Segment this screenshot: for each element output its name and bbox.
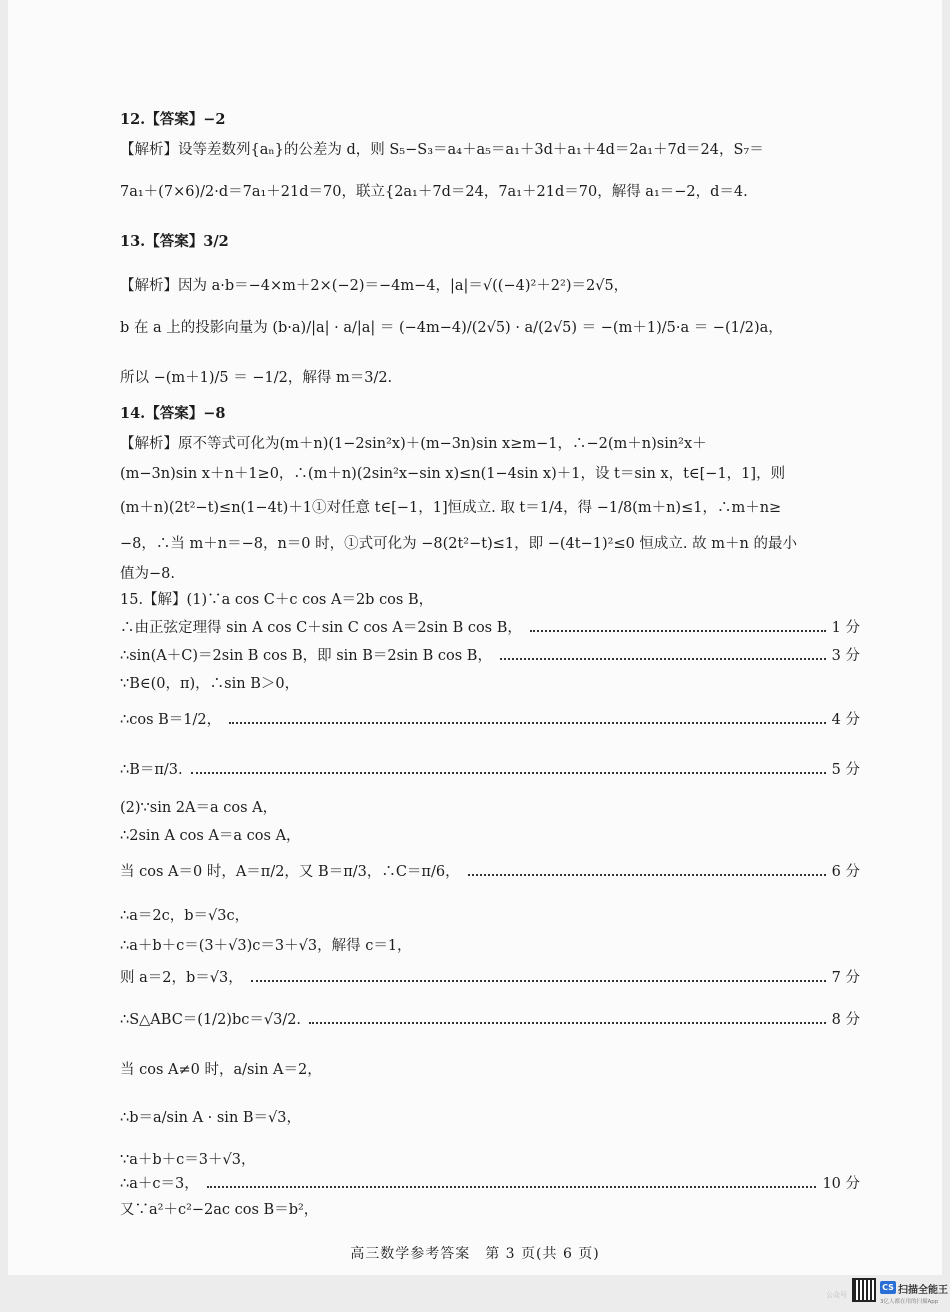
q15-step-text: ∴a＋c＝3，: [120, 1176, 199, 1192]
leader-dots: [309, 1021, 826, 1024]
q14-analysis-line-3: (m＋n)(2t²−t)≤n(1−4t)＋1①对任意 t∈[−1，1]恒成立. 取 t＝1/4，得 −1/8(m＋n)≤1，∴m＋n≥: [120, 500, 782, 516]
q13-analysis-line-2: b 在 a 上的投影向量为 (b·a)/|a| · a/|a| ＝ (−4m−4)/(2√5) · a/(2√5) ＝ −(m＋1)/5·a ＝ −(1/2)a，: [120, 320, 783, 336]
q15-step: [120, 860, 860, 881]
q15-step-score: 5 分: [831, 762, 860, 778]
q15-step-text: ∴cos B＝1/2，: [120, 712, 222, 728]
q15-step-text: ∵a＋b＋c＝3＋√3，: [120, 1152, 256, 1168]
page-footer: 高三数学参考答案 第 3 页(共 6 页): [350, 1246, 600, 1262]
q14-analysis-line-5: 值为−8.: [120, 566, 175, 582]
q14-analysis-line-4: −8，∴当 m＋n＝−8，n＝0 时，①式可化为 −8(2t²−t)≤1，即 −(4t−1)²≤0 恒成立. 故 m＋n 的最小: [120, 536, 797, 552]
q13-answer: 13.【答案】3/2: [120, 233, 229, 250]
q12-analysis-line-2: 7a₁＋(7×6)/2·d＝7a₁＋21d＝70，联立{2a₁＋7d＝24，7a₁＋21d＝70，解得 a₁＝−2，d＝4.: [120, 184, 748, 200]
q15-step-score: 3 分: [831, 648, 860, 664]
q15-step-text: ∴a＝2c，b＝√3c，: [120, 908, 250, 924]
leader-dots: [207, 1185, 817, 1188]
q15-step: [120, 1008, 860, 1029]
q12-answer: 12.【答案】−2: [120, 111, 226, 128]
q15-step-text: 当 cos A≠0 时，a/sin A＝2，: [120, 1062, 322, 1078]
q13-analysis-line-3: 所以 −(m＋1)/5 ＝ −1/2，解得 m＝3/2.: [120, 370, 393, 386]
q15-step-text: ∴a＋b＋c＝(3＋√3)c＝3＋√3，解得 c＝1，: [120, 938, 412, 954]
q15-step-score: 1 分: [831, 620, 860, 636]
q15-step-text: ∴B＝π/3.: [120, 762, 183, 778]
q15-step-text: ∴b＝a/sin A · sin B＝√3，: [120, 1110, 302, 1126]
q15-step: [120, 758, 860, 779]
q15-step-text: 又∵a²＋c²−2ac cos B＝b²，: [120, 1202, 319, 1218]
q15-step: [120, 1172, 860, 1193]
leader-dots: [468, 873, 826, 876]
scanner-app-tagline: 3亿人都在用的扫描App: [880, 1299, 939, 1305]
q15-step: [120, 616, 860, 637]
q15-step-score: 8 分: [831, 1012, 860, 1028]
q15-step-score: 10 分: [822, 1176, 860, 1192]
qr-code-icon: [852, 1278, 876, 1302]
leader-dots: [500, 657, 826, 660]
q12-analysis-line-1: 【解析】设等差数列{aₙ}的公差为 d，则 S₅−S₃＝a₄＋a₅＝a₁＋3d＋a₁＋4d＝2a₁＋7d＝24，S₇＝: [120, 142, 764, 158]
q14-answer: 14.【答案】−8: [120, 405, 226, 422]
q15-step-text: ∵B∈(0，π)，∴sin B＞0，: [120, 676, 300, 692]
leader-dots: [229, 721, 826, 724]
watermark-text: 公众号: [826, 1291, 847, 1299]
leader-dots: [251, 979, 826, 982]
q15-step-text: (2)∵sin 2A＝a cos A，: [120, 800, 278, 816]
q15-header: 15.【解】(1)∵a cos C＋c cos A＝2b cos B，: [120, 592, 434, 608]
q15-step-score: 4 分: [831, 712, 860, 728]
q15-step-text: ∴2sin A cos A＝a cos A，: [120, 828, 301, 844]
q14-analysis-line-1: 【解析】原不等式可化为(m＋n)(1−2sin²x)＋(m−3n)sin x≥m−1，∴−2(m＋n)sin²x＋: [120, 436, 707, 452]
q15-step-score: 7 分: [831, 970, 860, 986]
leader-dots: [191, 771, 826, 774]
q15-step-text: 当 cos A＝0 时，A＝π/2，又 B＝π/3，∴C＝π/6，: [120, 864, 460, 880]
q15-step-text: ∴由正弦定理得 sin A cos C＋sin C cos A＝2sin B cos B，: [120, 620, 522, 636]
q15-step-text: ∴S△ABC＝(1/2)bc＝√3/2.: [120, 1012, 302, 1028]
q14-analysis-line-2: (m−3n)sin x＋n＋1≥0，∴(m＋n)(2sin²x−sin x)≤n(1−4sin x)＋1，设 t＝sin x，t∈[−1，1]，则: [120, 466, 786, 482]
q15-step: [120, 708, 860, 729]
leader-dots: [530, 629, 826, 632]
q15-step-text: ∴sin(A＋C)＝2sin B cos B，即 sin B＝2sin B cos B，: [120, 648, 492, 664]
q15-step-text: 则 a＝2，b＝√3，: [120, 970, 243, 986]
q13-analysis-line-1: 【解析】因为 a·b＝−4×m＋2×(−2)＝−4m−4，|a|＝√((−4)²＋2²)＝2√5，: [120, 278, 629, 294]
q15-step-score: 6 分: [831, 864, 860, 880]
q15-step: [120, 644, 860, 665]
scanner-app-brand: 扫描全能王: [898, 1285, 948, 1296]
q15-step: [120, 966, 860, 987]
scanner-app-logo-icon: CS: [880, 1281, 896, 1294]
